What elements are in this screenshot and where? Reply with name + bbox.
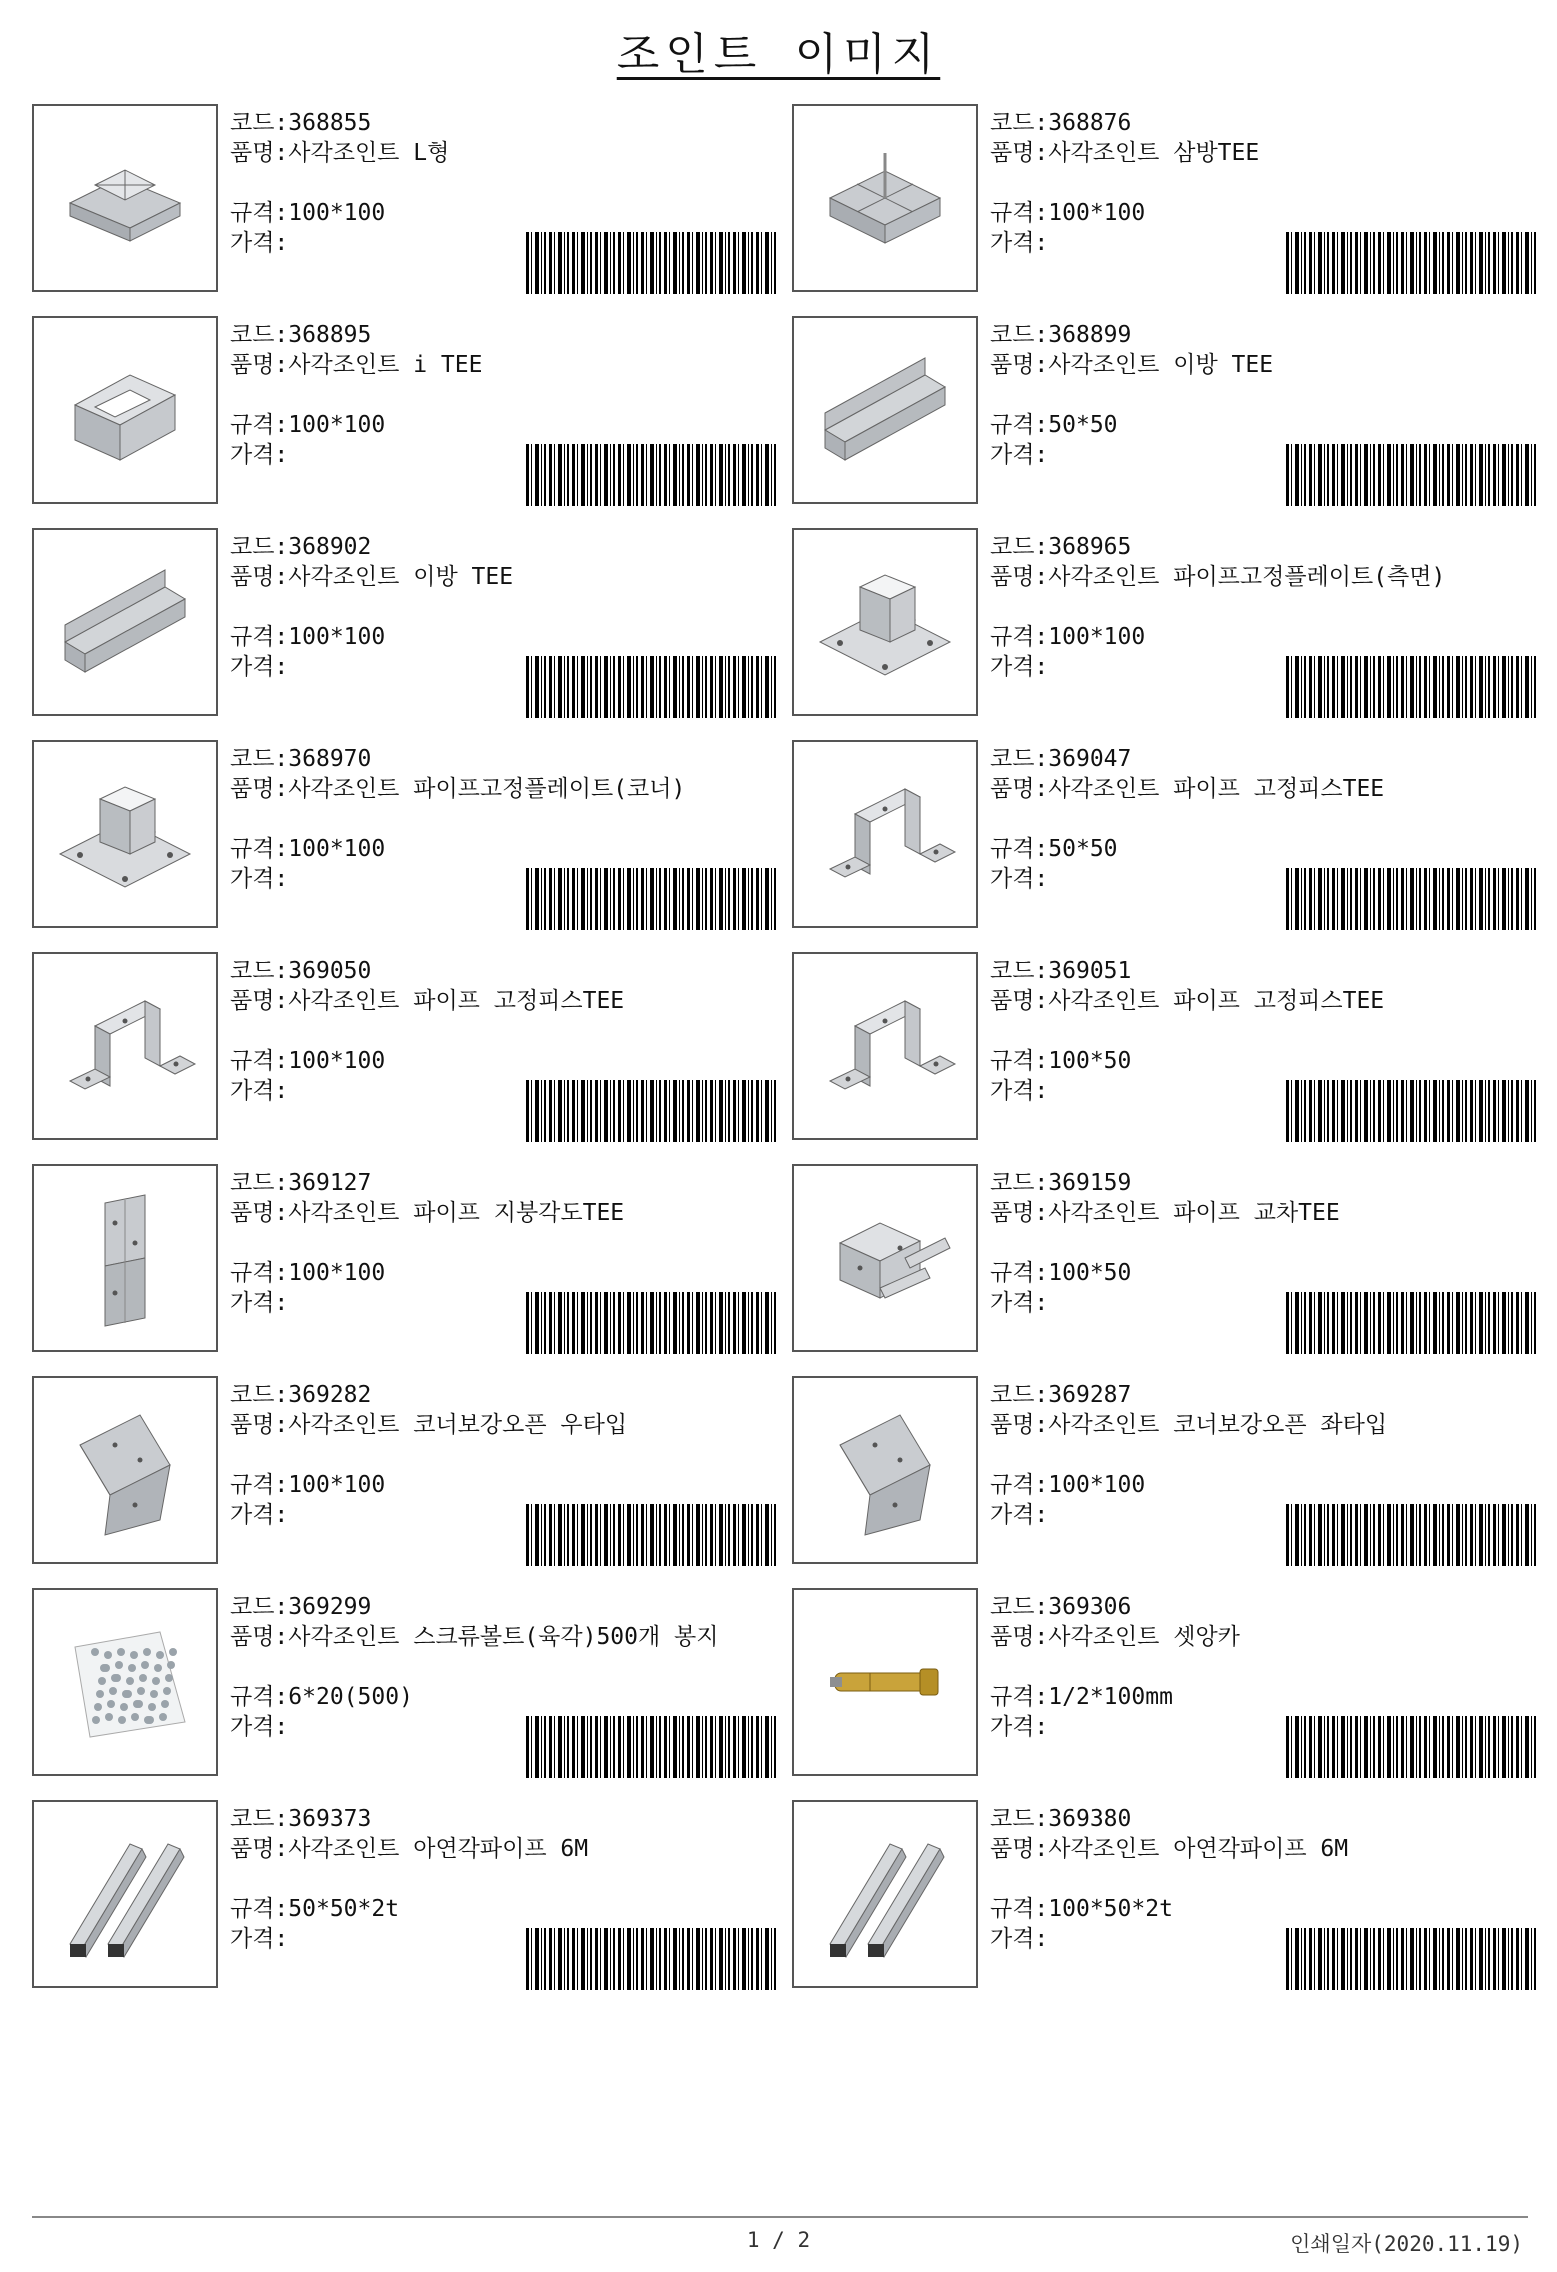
- product-spec: 50*50*2t: [288, 1896, 400, 1922]
- barcode: [1286, 444, 1538, 506]
- barcode: [526, 868, 778, 930]
- product-code: 369380: [1048, 1806, 1132, 1832]
- u-bracket-icon: [50, 971, 200, 1121]
- barcode: [526, 444, 778, 506]
- price-row: 가격:: [990, 230, 1049, 256]
- product-name: 사각조인트 삼방TEE: [1048, 140, 1260, 166]
- u-bracket-icon: [810, 971, 960, 1121]
- code-row: 코드: 369047: [990, 746, 1132, 772]
- code-row: 코드: 368855: [230, 110, 372, 136]
- price-row: 가격:: [990, 1926, 1049, 1952]
- name-row: 품명: 사각조인트 이방 TEE: [230, 564, 514, 590]
- joint-channel-icon: [810, 335, 960, 485]
- product-spec: 100*100: [288, 836, 386, 862]
- product-image: [792, 1376, 978, 1564]
- product-image: [32, 1376, 218, 1564]
- product-grid: [32, 104, 1532, 2012]
- product-name: 사각조인트 파이프고정플레이트(측면): [1048, 564, 1446, 590]
- product-card: [32, 740, 792, 952]
- name-row: 품명: 사각조인트 L형: [230, 140, 450, 166]
- base-plate-icon: [50, 759, 200, 909]
- spec-row: 규격: 100*50: [990, 1048, 1132, 1074]
- barcode: [526, 1504, 778, 1566]
- product-image: [792, 740, 978, 928]
- barcode: [1286, 1928, 1538, 1990]
- spec-row: 규격: 100*100: [230, 1260, 386, 1286]
- product-code: 369159: [1048, 1170, 1132, 1196]
- barcode: [1286, 656, 1538, 718]
- product-name: 사각조인트 파이프 고정피스TEE: [1048, 988, 1385, 1014]
- product-name: 사각조인트 파이프 고정피스TEE: [1048, 776, 1385, 802]
- product-image: [32, 104, 218, 292]
- product-spec: 100*50: [1048, 1260, 1132, 1286]
- spec-row: 규격: 100*100: [230, 1472, 386, 1498]
- price-row: 가격:: [230, 1290, 289, 1316]
- barcode: [1286, 1292, 1538, 1354]
- product-name: 사각조인트 이방 TEE: [288, 564, 514, 590]
- spec-row: 규격: 100*100: [230, 200, 386, 226]
- price-row: 가격:: [230, 654, 289, 680]
- spec-row: 규격: 50*50: [990, 412, 1118, 438]
- price-row: 가격:: [230, 230, 289, 256]
- barcode: [526, 1080, 778, 1142]
- product-name: 사각조인트 아연각파이프 6M: [288, 1836, 589, 1862]
- price-row: 가격:: [990, 1290, 1049, 1316]
- square-pipe-icon: [50, 1819, 200, 1969]
- price-row: 가격:: [230, 1926, 289, 1952]
- price-row: 가격:: [990, 866, 1049, 892]
- spec-row: 규격: 100*100: [990, 1472, 1146, 1498]
- name-row: 품명: 사각조인트 파이프 지붕각도TEE: [230, 1200, 625, 1226]
- joint-box-icon: [50, 335, 200, 485]
- product-spec: 50*50: [1048, 836, 1118, 862]
- product-image: [32, 952, 218, 1140]
- name-row: 품명: 사각조인트 삼방TEE: [990, 140, 1260, 166]
- barcode: [526, 232, 778, 294]
- price-row: 가격:: [230, 442, 289, 468]
- price-row: 가격:: [990, 1714, 1049, 1740]
- product-card: [792, 1376, 1532, 1588]
- product-card: [32, 104, 792, 316]
- name-row: 품명: 사각조인트 파이프 고정피스TEE: [990, 776, 1385, 802]
- product-code: 369047: [1048, 746, 1132, 772]
- barcode: [526, 1292, 778, 1354]
- name-row: 품명: 사각조인트 코너보강오픈 좌타입: [990, 1412, 1388, 1438]
- footer-divider: [32, 2216, 1528, 2218]
- product-image: [32, 528, 218, 716]
- spec-row: 규격: 6*20(500): [230, 1684, 413, 1710]
- product-name: 사각조인트 아연각파이프 6M: [1048, 1836, 1349, 1862]
- barcode: [526, 1928, 778, 1990]
- spec-row: 규격: 100*50*2t: [990, 1896, 1173, 1922]
- product-name: 사각조인트 파이프 지붕각도TEE: [288, 1200, 625, 1226]
- price-row: 가격:: [230, 1714, 289, 1740]
- print-date: 인쇄일자(2020.11.19): [1290, 2232, 1523, 2256]
- code-row: 코드: 369373: [230, 1806, 372, 1832]
- corner-bracket-icon: [50, 1395, 200, 1545]
- price-row: 가격:: [990, 1078, 1049, 1104]
- product-spec: 100*100: [288, 1472, 386, 1498]
- product-spec: 100*100: [288, 1048, 386, 1074]
- product-spec: 100*100: [288, 1260, 386, 1286]
- product-card: [32, 316, 792, 528]
- price-row: 가격:: [990, 654, 1049, 680]
- product-name: 사각조인트 파이프 고정피스TEE: [288, 988, 625, 1014]
- product-card: [792, 1164, 1532, 1376]
- spec-row: 규격: 1/2*100mm: [990, 1684, 1173, 1710]
- product-code: 369282: [288, 1382, 372, 1408]
- barcode: [1286, 1504, 1538, 1566]
- price-row: 가격:: [990, 1502, 1049, 1528]
- code-row: 코드: 369306: [990, 1594, 1132, 1620]
- product-code: 369287: [1048, 1382, 1132, 1408]
- product-code: 368902: [288, 534, 372, 560]
- product-name: 사각조인트 셋앙카: [1048, 1624, 1240, 1650]
- roof-bracket-icon: [50, 1183, 200, 1333]
- product-card: [32, 952, 792, 1164]
- product-name: 사각조인트 이방 TEE: [1048, 352, 1274, 378]
- name-row: 품명: 사각조인트 파이프고정플레이트(코너): [230, 776, 686, 802]
- spec-row: 규격: 100*100: [230, 412, 386, 438]
- product-code: 369051: [1048, 958, 1132, 984]
- joint-cross-icon: [810, 123, 960, 273]
- product-spec: 100*50: [1048, 1048, 1132, 1074]
- price-row: 가격:: [230, 1078, 289, 1104]
- product-card: [792, 316, 1532, 528]
- product-image: [32, 1588, 218, 1776]
- name-row: 품명: 사각조인트 파이프 고정피스TEE: [230, 988, 625, 1014]
- name-row: 품명: 사각조인트 코너보강오픈 우타입: [230, 1412, 628, 1438]
- product-spec: 6*20(500): [288, 1684, 413, 1710]
- product-name: 사각조인트 파이프고정플레이트(코너): [288, 776, 686, 802]
- barcode: [1286, 1716, 1538, 1778]
- product-code: 368895: [288, 322, 372, 348]
- cross-bracket-icon: [810, 1183, 960, 1333]
- product-image: [792, 316, 978, 504]
- price-row: 가격:: [990, 442, 1049, 468]
- name-row: 품명: 사각조인트 파이프 고정피스TEE: [990, 988, 1385, 1014]
- name-row: 품명: 사각조인트 파이프고정플레이트(측면): [990, 564, 1446, 590]
- name-row: 품명: 사각조인트 스크류볼트(육각)500개 봉지: [230, 1624, 719, 1650]
- product-image: [792, 1588, 978, 1776]
- product-card: [32, 528, 792, 740]
- product-card: [792, 1800, 1532, 2012]
- product-spec: 100*100: [1048, 1472, 1146, 1498]
- product-image: [792, 104, 978, 292]
- product-code: 369373: [288, 1806, 372, 1832]
- product-spec: 100*100: [1048, 200, 1146, 226]
- product-spec: 100*100: [1048, 624, 1146, 650]
- product-code: 368876: [1048, 110, 1132, 136]
- code-row: 코드: 368970: [230, 746, 372, 772]
- product-code: 369050: [288, 958, 372, 984]
- product-image: [32, 740, 218, 928]
- page-number: 1 / 2: [746, 2228, 811, 2252]
- product-image: [792, 1164, 978, 1352]
- product-code: 369306: [1048, 1594, 1132, 1620]
- product-image: [792, 528, 978, 716]
- product-image: [792, 1800, 978, 1988]
- base-plate-icon: [810, 547, 960, 697]
- spec-row: 규격: 100*100: [230, 624, 386, 650]
- code-row: 코드: 369159: [990, 1170, 1132, 1196]
- barcode: [1286, 1080, 1538, 1142]
- code-row: 코드: 369380: [990, 1806, 1132, 1832]
- spec-row: 규격: 50*50*2t: [230, 1896, 400, 1922]
- product-card: [32, 1164, 792, 1376]
- product-name: 사각조인트 L형: [288, 140, 450, 166]
- product-code: 368965: [1048, 534, 1132, 560]
- product-spec: 100*50*2t: [1048, 1896, 1173, 1922]
- product-card: [792, 740, 1532, 952]
- product-spec: 100*100: [288, 412, 386, 438]
- screw-bag-icon: [50, 1607, 200, 1757]
- product-spec: 1/2*100mm: [1048, 1684, 1173, 1710]
- corner-bracket-icon: [810, 1395, 960, 1545]
- price-row: 가격:: [230, 1502, 289, 1528]
- spec-row: 규격: 100*100: [990, 624, 1146, 650]
- code-row: 코드: 368902: [230, 534, 372, 560]
- product-spec: 100*100: [288, 200, 386, 226]
- name-row: 품명: 사각조인트 아연각파이프 6M: [230, 1836, 589, 1862]
- product-spec: 50*50: [1048, 412, 1118, 438]
- product-card: [32, 1800, 792, 2012]
- page-title: 조인트 이미지: [616, 29, 941, 80]
- product-card: [792, 952, 1532, 1164]
- product-name: 사각조인트 i TEE: [288, 352, 483, 378]
- product-code: 368899: [1048, 322, 1132, 348]
- product-code: 369299: [288, 1594, 372, 1620]
- barcode: [526, 656, 778, 718]
- u-bracket-icon: [810, 759, 960, 909]
- product-spec: 100*100: [288, 624, 386, 650]
- code-row: 코드: 369282: [230, 1382, 372, 1408]
- product-card: [792, 1588, 1532, 1800]
- product-image: [32, 1800, 218, 1988]
- name-row: 품명: 사각조인트 i TEE: [230, 352, 483, 378]
- product-code: 368970: [288, 746, 372, 772]
- spec-row: 규격: 100*50: [990, 1260, 1132, 1286]
- code-row: 코드: 369299: [230, 1594, 372, 1620]
- barcode: [1286, 868, 1538, 930]
- product-name: 사각조인트 스크류볼트(육각)500개 봉지: [288, 1624, 719, 1650]
- product-card: [792, 104, 1532, 316]
- product-image: [792, 952, 978, 1140]
- code-row: 코드: 368895: [230, 322, 372, 348]
- product-image: [32, 316, 218, 504]
- name-row: 품명: 사각조인트 이방 TEE: [990, 352, 1274, 378]
- spec-row: 규격: 100*100: [230, 1048, 386, 1074]
- product-name: 사각조인트 코너보강오픈 우타입: [288, 1412, 628, 1438]
- spec-row: 규격: 100*100: [990, 200, 1146, 226]
- code-row: 코드: 368876: [990, 110, 1132, 136]
- code-row: 코드: 369127: [230, 1170, 372, 1196]
- price-row: 가격:: [230, 866, 289, 892]
- square-pipe-icon: [810, 1819, 960, 1969]
- code-row: 코드: 369051: [990, 958, 1132, 984]
- product-card: [32, 1376, 792, 1588]
- name-row: 품명: 사각조인트 파이프 교차TEE: [990, 1200, 1340, 1226]
- product-code: 369127: [288, 1170, 372, 1196]
- product-name: 사각조인트 코너보강오픈 좌타입: [1048, 1412, 1388, 1438]
- product-name: 사각조인트 파이프 교차TEE: [1048, 1200, 1340, 1226]
- code-row: 코드: 369050: [230, 958, 372, 984]
- name-row: 품명: 사각조인트 아연각파이프 6M: [990, 1836, 1349, 1862]
- code-row: 코드: 369287: [990, 1382, 1132, 1408]
- product-card: [792, 528, 1532, 740]
- barcode: [1286, 232, 1538, 294]
- product-code: 368855: [288, 110, 372, 136]
- code-row: 코드: 368899: [990, 322, 1132, 348]
- barcode: [526, 1716, 778, 1778]
- code-row: 코드: 368965: [990, 534, 1132, 560]
- joint-channel-icon: [50, 547, 200, 697]
- joint-l-icon: [50, 123, 200, 273]
- anchor-bolt-icon: [810, 1607, 960, 1757]
- spec-row: 규격: 50*50: [990, 836, 1118, 862]
- spec-row: 규격: 100*100: [230, 836, 386, 862]
- product-image: [32, 1164, 218, 1352]
- name-row: 품명: 사각조인트 셋앙카: [990, 1624, 1240, 1650]
- product-card: [32, 1588, 792, 1800]
